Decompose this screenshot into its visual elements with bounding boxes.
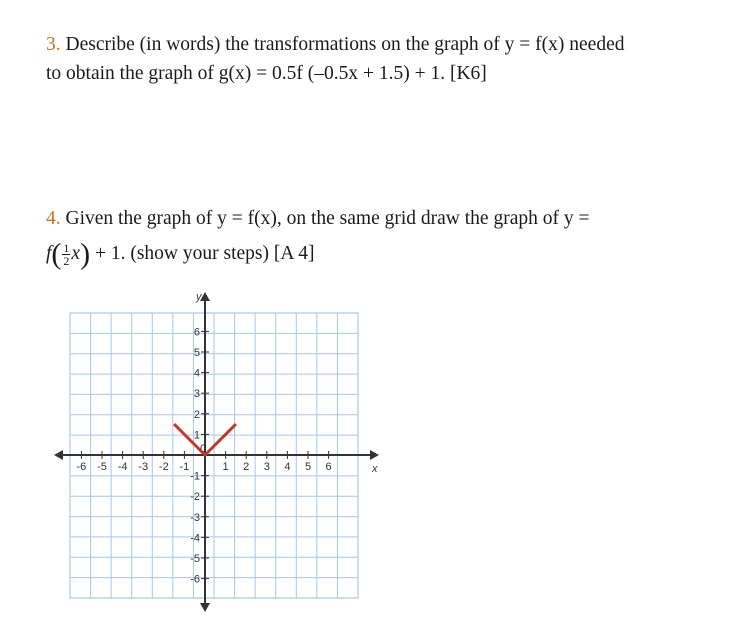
x-axis-left-arrow <box>54 450 63 460</box>
x-tick-label: -3 <box>138 461 149 473</box>
x-tick-label: 6 <box>325 461 332 473</box>
x-tick-label: -4 <box>117 461 128 473</box>
question-3-text-1: Describe (in words) the transformations on the graph of y = f(x) needed <box>65 34 625 55</box>
y-tick-label: -5 <box>190 553 200 565</box>
y-axis-label: y <box>196 291 202 303</box>
x-tick-label: 3 <box>263 461 270 473</box>
fraction-numerator: 1 <box>63 241 70 256</box>
y-tick-label: 3 <box>193 388 200 401</box>
y-tick-label: 2 <box>193 408 200 421</box>
open-paren: ( <box>51 237 62 271</box>
x-tick-label: 5 <box>304 461 312 473</box>
question-4-number: 4. <box>46 208 61 229</box>
y-tick-label: 1 <box>193 429 200 442</box>
y-tick-label: -3 <box>190 511 200 524</box>
question-4-text-1: Given the graph of y = f(x), on the same grid draw the graph of y = <box>65 208 590 229</box>
y-tick-label: -2 <box>190 491 200 504</box>
y-tick-label: -4 <box>190 532 200 545</box>
variable-x: x <box>71 243 81 264</box>
origin-label: 0 <box>199 443 207 455</box>
question-4-text-2: + 1. (show your steps) [A 4] <box>90 243 315 264</box>
question-3-number: 3. <box>46 34 61 55</box>
x-axis-label: x <box>372 463 378 475</box>
y-axis-top-arrow <box>200 292 210 301</box>
y-tick-label: -1 <box>190 470 200 483</box>
y-tick-label: 4 <box>193 367 200 380</box>
question-3-text-2: to obtain the graph of g(x) = 0.5f (–0.5x + 1.5) + 1. [K6] <box>46 63 487 84</box>
x-tick-label: 1 <box>222 461 229 473</box>
x-tick-label: 4 <box>284 461 291 473</box>
y-tick-label: 5 <box>193 347 200 359</box>
close-paren: ) <box>80 237 91 271</box>
function-f: f <box>46 243 52 264</box>
fraction-denominator: 2 <box>63 254 70 269</box>
x-tick-label: -1 <box>179 461 190 473</box>
x-axis-right-arrow <box>370 450 379 460</box>
y-tick-label: -6 <box>190 573 200 586</box>
y-axis-bottom-arrow <box>200 603 210 612</box>
x-tick-label: -6 <box>76 461 87 473</box>
x-tick-label: -2 <box>158 461 169 473</box>
y-tick-label: 6 <box>193 326 200 339</box>
x-tick-label: 2 <box>243 461 250 473</box>
x-tick-label: -5 <box>97 461 107 473</box>
